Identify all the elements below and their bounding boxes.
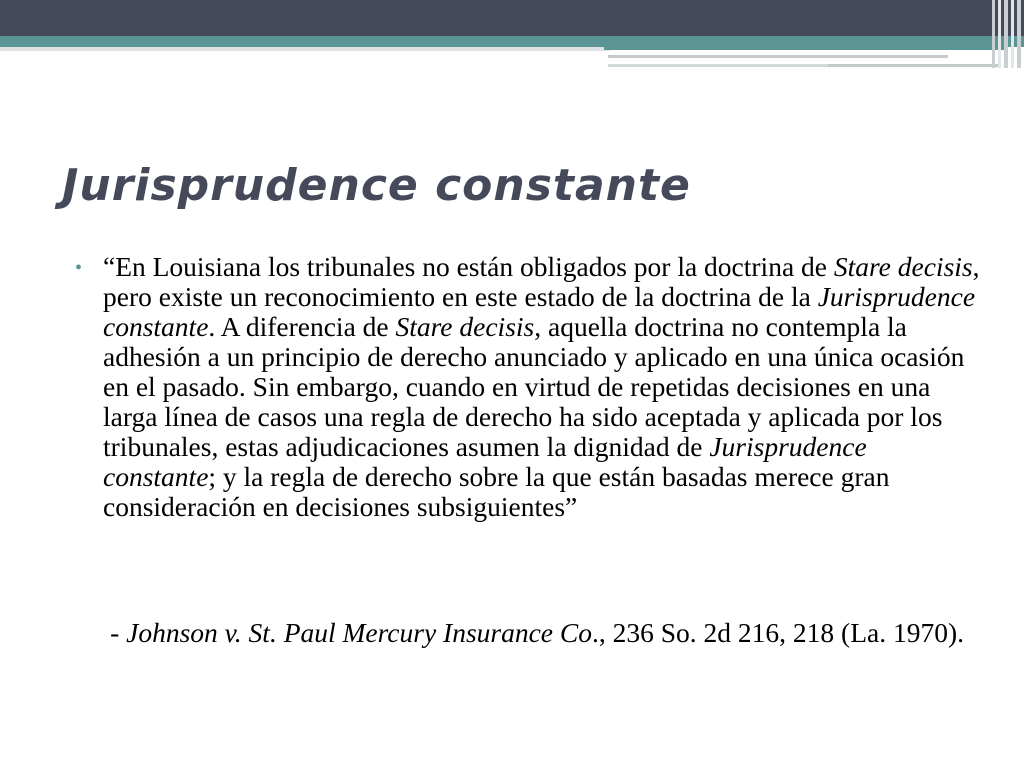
quote-emphasis: Stare decisis: [395, 311, 535, 342]
slide-title: Jurisprudence constante: [62, 160, 691, 211]
decorative-stripe: [1004, 0, 1008, 68]
quote-emphasis: Jurisprudence constante: [103, 431, 867, 492]
header-accent-line: [0, 47, 610, 51]
decorative-stripe: [1011, 0, 1014, 68]
quote-emphasis: Jurisprudence constante: [103, 281, 976, 342]
quote-text: ; y la regla de derecho sobre la que están basadas merece gran consideración en decisiones subsiguientes”: [103, 461, 890, 522]
quote-text: , aquella doctrina no contempla la adhesión a un principio de derecho anunciado y aplicado en una única ocasión en el pasado. Sin embargo, cuando en virtud de repetidas decisiones en una larga línea de casos una regla de derecho ha sido aceptada y aplicada por los tribunales, estas adjudicaciones asumen la dignidad de: [103, 311, 965, 462]
citation-prefix: -: [110, 617, 127, 648]
case-citation: [84, 618, 964, 648]
decorative-stripe: [1017, 0, 1021, 68]
decorative-stripe: [992, 0, 995, 68]
bullet-marker: •: [75, 257, 83, 279]
header-band: [0, 0, 1024, 36]
quote-emphasis: Stare decisis: [833, 251, 973, 282]
citation-case-name: Johnson v. St. Paul Mercury Insurance Co: [126, 617, 592, 648]
citation-reference: ., 236 So. 2d 216, 218 (La. 1970).: [592, 617, 964, 648]
quote-paragraph: [103, 252, 983, 522]
decorative-line: [608, 55, 948, 58]
quote-text: . A diferencia de: [208, 311, 396, 342]
quote-text: “En Louisiana los tribunales no están obligados por la doctrina de: [103, 251, 834, 282]
decorative-stripe: [998, 0, 1001, 68]
header-accent-band: [0, 36, 1024, 47]
quote-text: , pero existe un reconocimiento en este estado de la doctrina de la: [103, 251, 980, 312]
header-accent-line-right: [604, 47, 1004, 50]
decorative-line: [608, 64, 828, 67]
decorative-line: [828, 64, 998, 67]
